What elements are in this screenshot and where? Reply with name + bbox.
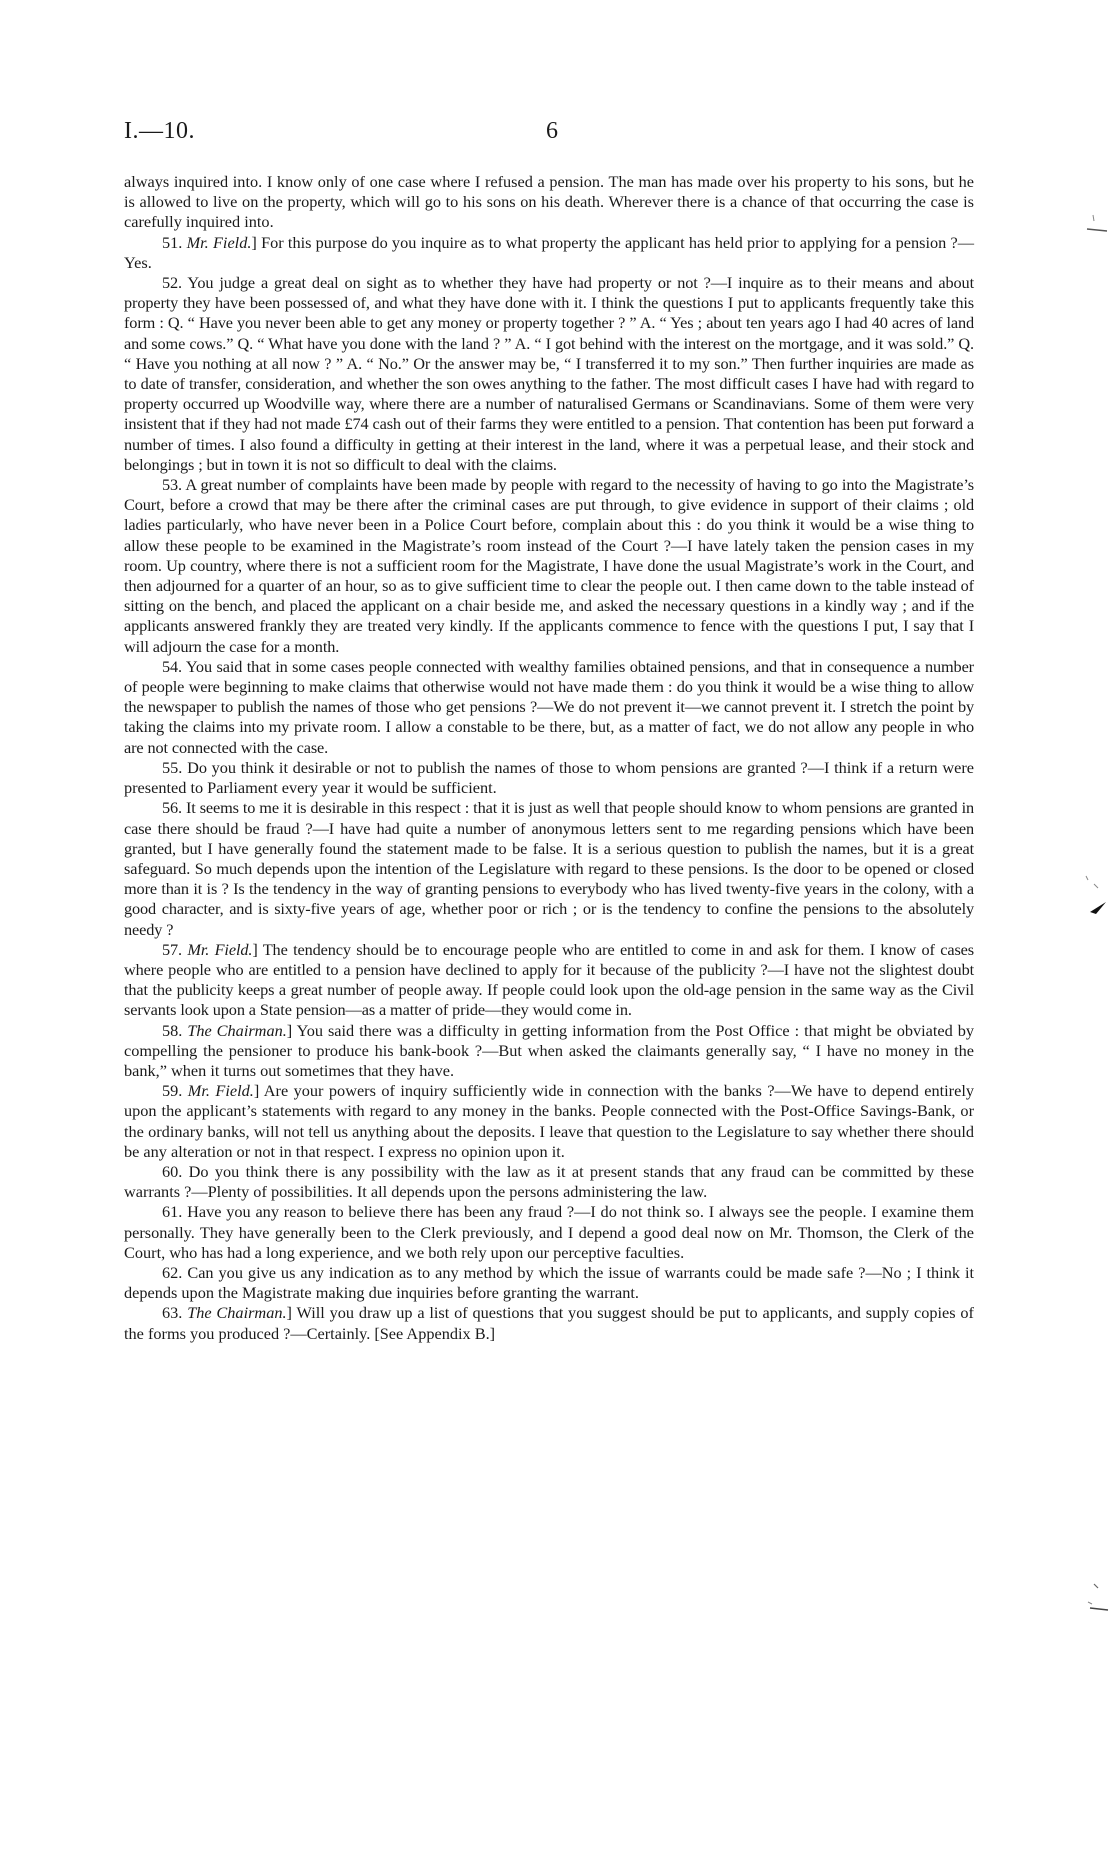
paragraph-text: You judge a great deal on sight as to whether they have had property or not ?—I inquire as to their means and about property they have been possessed of, and what they have done with it. I think the questions I put to applicants frequently take this form : Q. “ Have you never been able to get any money or property together ? ” A. “ Yes ; about ten years ago I had 40 acres of land and some cows.” Q. “ What have you done with the land ? ” A. “ I got behind with the interest on the mortgage, and it was sold.” Q. “ Have you nothing at all now ? ” A. “ No.” Or the answer may be, “ I transferred it to my son.” Then further inquiries are made as to date of transfer, consideration, and whether the son owes anything to the father. The most difficult cases I have had with regard to property occurred up Woodville way, where there are a number of naturalised Germans or Scandinavians. Some of them were very insistent that if they had not made £74 cash out of their farms they were entitled to a pension. That contention has been put forward a number of times. I also found a difficulty in getting at their interest in the land, where it was a perpetual lease, and their stock and belongings ; but in town it is not so difficult to deal with the claims. [124, 273, 974, 474]
question-60 [124, 1162, 974, 1202]
paragraph-text: A great number of complaints have been made by people with regard to the necessity of having to go into the Magistrate’s Court, before a crowd that may be there after the criminal cases are put through, to give evidence in support of their claims ; old ladies particularly, who have never been in a Police Court before, complain about this : do you think it would be a wise thing to allow these people to be examined in the Magistrate’s room instead of the Court ?—I have lately taken the pension cases in my room. Up country, where there is not a sufficient room for the Magistrate, I have done the usual Magistrate’s work in the Court, and then adjourned for a quarter of an hour, so as to give sufficient time to clear the people out. I then came down to the table instead of sitting on the bench, and placed the applicant on a chair beside me, and asked the necessary questions in a kindly way ; and if the applicants answered frankly they are treated very kindly. If the applicants commence to fence with the questions I put, I say that I will adjourn the case for a month. [124, 475, 974, 656]
speaker-name: The Chairman. [187, 1303, 287, 1323]
question-59: 59. Mr. Field.] Are your powers of inquiry sufficiently wide in connection with the banks ?—We have to depend entirely upon the applicant’s statements with regard to any money in the banks. People connected with the Post-Office Savings-Bank, or the ordinary banks, will not tell us anything about the deposits. I leave that question to the Legislature to say whether there should be any alteration or not in that respect. I express no opinion upon it. [124, 1081, 974, 1161]
paragraph-text: The tendency should be to encourage people who are entitled to come in and ask for them. I know of cases where people who are entitled to a pension have declined to apply for it because of the publicity ?—I have not the slightest doubt that the publicity keeps a great number of people away. If people could look upon the old-age pension in the same way as the Civil servants look upon a State pension—as a matter of pride—they would come in. [124, 939, 974, 1020]
page-body [124, 172, 974, 1344]
question-51: 51. Mr. Field.] For this purpose do you inquire as to what property the applicant has held prior to applying for a pension ?—Yes. [124, 232, 975, 272]
question-63: 63. The Chairman.] Will you draw up a list of questions that you suggest should be put to applicants, and supply copies of the forms you produced ?—Certainly. [See Appendix B.] [124, 1303, 974, 1343]
paragraph-text: Do you think it desirable or not to publish the names of those to whom pensions are granted ?—I think if a return were presented to Parliament every year it would be sufficient. [124, 757, 975, 798]
question-number: 63. [162, 1303, 183, 1323]
paragraph-text: It seems to me it is desirable in this respect : that it is just as well that people should know to whom pensions are granted in case there should be fraud ?—I have had quite a number of anonymous letters sent to me regarding pensions which have been granted, but I have generally found the statement made to be false. It is a serious question to publish the names, but it is a great safeguard. So much depends upon the intention of the Legislature with regard to these pensions. Is the door to be opened or closed more than it is ? Is the tendency in the way of granting pensions to everybody who has lived twenty-five years in the colony, with a good character, and is sixty-five years of age, whether poor or rich ; or is the tendency to confine the pensions to the absolutely needy ? [124, 798, 974, 939]
paragraph-text: Have you any reason to believe there has been any fraud ?—I do not think so. I always see the people. I examine them personally. They have generally been to the Clerk previously, and I depend a good deal now on Mr. Thomson, the Clerk of the Court, who has had a long experience, and we both rely upon our perceptive faculties. [124, 1202, 974, 1262]
paragraph-text: For this purpose do you inquire as to what property the applicant has held prior to applying for a pension ?—Yes. [124, 232, 975, 272]
question-53 [124, 475, 974, 657]
scan-mark-top [1085, 205, 1114, 235]
question-56 [124, 798, 974, 939]
paragraph-text: Are your powers of inquiry sufficiently wide in connection with the banks ?—We have to depend entirely upon the applicant’s statements with regard to any money in the banks. People connected with the Post-Office Savings-Bank, or the ordinary banks, will not tell us anything about the deposits. I leave that question to the Legislature to say whether there should be any alteration or not in that respect. I express no opinion upon it. [124, 1081, 974, 1161]
paragraph-continuation [124, 172, 974, 233]
paragraph-text: You said there was a difficulty in getting information from the Post Office : that might be obviated by compelling the pensioner to produce his bank-book ?—But when asked the claimants generally say, “ I have no money in the bank,” when it turns out sometimes that they have. [124, 1020, 974, 1080]
speaker-name: Mr. Field. [186, 232, 252, 252]
page-header [124, 118, 980, 158]
question-57: 57. Mr. Field.] The tendency should be to encourage people who are entitled to come in and ask for them. I know of cases where people who are entitled to a pension have declined to apply for it because of the publicity ?—I have not the slightest doubt that the publicity keeps a great number of people away. If people could look upon the old-age pension in the same way as the Civil servants look upon a State pension—as a matter of pride—they would come in. [124, 939, 974, 1020]
page-number: 6 [546, 118, 558, 144]
scan-mark-middle [1082, 870, 1112, 920]
paragraph-text: Will you draw up a list of questions that you suggest should be put to applicants, and supply copies of the forms you produced ?—Certainly. [See Appendix B.] [124, 1303, 974, 1343]
speaker-name: The Chairman. [187, 1020, 287, 1040]
paragraph-text: You said that in some cases people connected with wealthy families obtained pensions, and that in consequence a number of people were beginning to make claims that otherwise would not have made them : do you think it would be a wise thing to allow the newspaper to publish the names of those who get pensions ?—We do not prevent it—we cannot prevent it. I stretch the point by taking the claims into my private room. I allow a constable to be there, but, as a matter of fact, we do not allow any people in who are not connected with the case. [124, 656, 974, 757]
question-54 [124, 657, 974, 758]
question-number: 53. [162, 475, 182, 495]
question-number: 61. [162, 1202, 183, 1222]
scan-mark-bottom [1082, 1580, 1112, 1620]
paragraph-text: always inquired into. I know only of one case where I refused a pension. The man has made over his property to his sons, but he is allowed to live on the property, which will go to his sons on his death. Wherever there is a chance of that occurring the case is carefully inquired into. [124, 172, 974, 232]
question-number: 60. [162, 1161, 183, 1181]
question-62 [124, 1263, 974, 1303]
question-number: 57. [162, 939, 182, 959]
question-58: 58. The Chairman.] You said there was a difficulty in getting information from the Post Office : that might be obviated by compelling the pensioner to produce his bank-book ?—But when asked the claimants generally say, “ I have no money in the bank,” when it turns out sometimes that they have. [124, 1020, 974, 1080]
question-61 [124, 1202, 974, 1263]
question-number: 59. [162, 1081, 183, 1101]
question-number: 62. [162, 1262, 183, 1282]
document-reference: I.—10. [124, 118, 195, 144]
question-52 [124, 273, 974, 475]
question-number: 56. [162, 798, 182, 818]
question-number: 51. [162, 232, 183, 252]
speaker-name: Mr. Field. [187, 1081, 254, 1101]
question-number: 52. [162, 273, 182, 293]
question-number: 54. [162, 656, 182, 676]
paragraph-text: Can you give us any indication as to any method by which the issue of warrants could be made safe ?—No ; I think it depends upon the Magistrate making due inquiries before granting the warrant. [124, 1262, 975, 1303]
question-number: 55. [162, 757, 183, 777]
speaker-name: Mr. Field. [187, 939, 253, 959]
question-55 [124, 758, 974, 798]
paragraph-text: Do you think there is any possibility with the law as it at present stands that any fraud can be committed by these warrants ?—Plenty of possibilities. It all depends upon the persons administering the law. [124, 1161, 974, 1202]
question-number: 58. [162, 1020, 183, 1040]
